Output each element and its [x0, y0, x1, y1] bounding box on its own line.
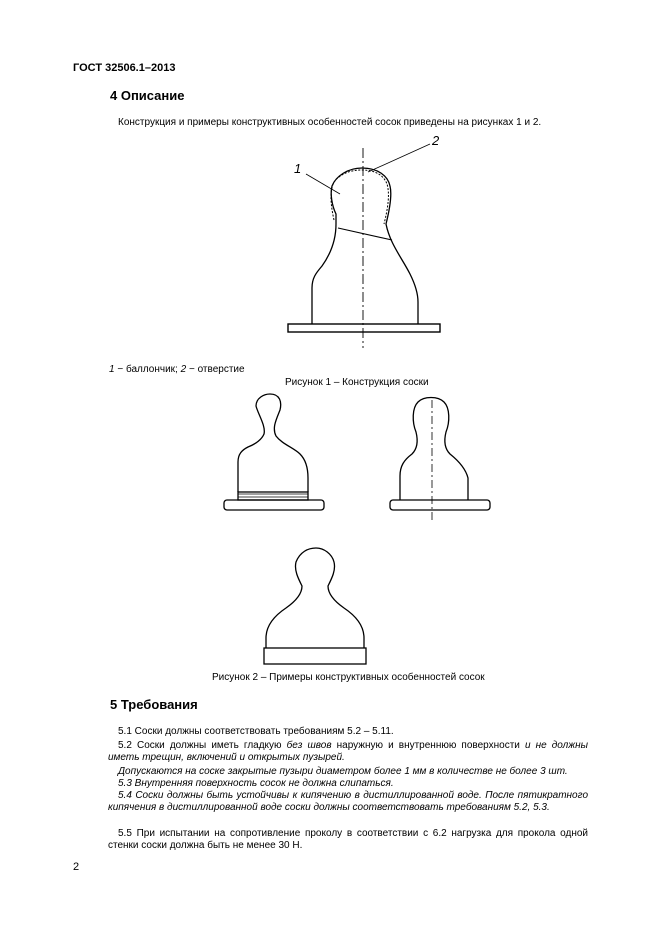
- balloon-wall: [331, 170, 388, 224]
- figure-2-nipple-bent: [218, 392, 330, 518]
- req-5-5-text: 5.5 При испытании на сопротивление проколу в соответствии с 6.2 нагрузка для прокола одной стенки соски должна быть не менее 30 Н.: [108, 828, 588, 851]
- nipple-outline: [312, 168, 418, 324]
- req-5-3-text: 5.3 Внутренняя поверхность сосок не должна слипаться.: [118, 778, 394, 789]
- figure-2-nipple-wide: [260, 546, 370, 668]
- callout-2: 2: [432, 133, 440, 148]
- base-cap: [264, 648, 366, 664]
- req-5-4-text: 5.4 Соски должны быть устойчивы к кипячению в дистиллированной воде. После пятикратного кипячения в дистиллированной воде соски должны соответствовать требованиям 5.2, 5.3.: [108, 790, 588, 813]
- figure-2-nipple-straight: [388, 392, 492, 522]
- figure-1-legend: [109, 364, 245, 375]
- document-code-header: ГОСТ 32506.1–2013: [73, 62, 176, 74]
- nipple-bent-outline: [238, 394, 308, 492]
- base-disc: [390, 500, 490, 510]
- section-4-intro: Конструкция и примеры конструктивных особенностей сосок приведены на рисунках 1 и 2.: [118, 117, 542, 128]
- req-5-2: [108, 740, 588, 764]
- figure-1-nipple-drawing: [270, 128, 450, 350]
- section-line: [338, 228, 392, 240]
- base-ring: [238, 492, 308, 500]
- req-5-5: [108, 828, 588, 852]
- section-5-title: 5 Требования: [110, 697, 198, 712]
- req-5-2-note: [108, 766, 588, 778]
- legend-text-2: − отверстие: [186, 364, 245, 375]
- leader-line-1: [306, 174, 340, 194]
- req-5-2-d: и не должны иметь трещин, включений и открытых пузырей.: [108, 740, 589, 763]
- nipple-wide-outline: [266, 548, 364, 648]
- req-5-3: [108, 778, 588, 790]
- req-5-2-b: без швов: [286, 740, 332, 751]
- leader-line-2: [368, 144, 430, 172]
- req-5-4: [108, 790, 588, 814]
- section-4-title: 4 Описание: [110, 88, 185, 103]
- req-5-2-a: 5.2 Соски должны иметь гладкую: [118, 740, 287, 751]
- req-5-1: [108, 726, 588, 738]
- req-5-2-note-text: Допускаются на соске закрытые пузыри диаметром более 1 мм в количестве не более 3 шт.: [118, 766, 568, 777]
- base-disc: [224, 500, 324, 510]
- req-5-1-text: 5.1 Соски должны соответствовать требованиям 5.2 – 5.11.: [118, 726, 394, 737]
- callout-1: 1: [294, 161, 302, 176]
- legend-text-1: − баллончик;: [114, 364, 181, 375]
- figure-2-caption: Рисунок 2 – Примеры конструктивных особенностей сосок: [212, 672, 485, 683]
- legend-num-1: 1: [109, 364, 115, 375]
- figure-1-caption: Рисунок 1 – Конструкция соски: [285, 377, 429, 388]
- page-number: 2: [73, 861, 80, 873]
- legend-num-2: 2: [180, 364, 187, 375]
- nipple-straight-outline: [400, 398, 468, 501]
- base-flange: [288, 324, 440, 332]
- req-5-2-c: наружную и внутреннюю поверхности: [331, 740, 525, 751]
